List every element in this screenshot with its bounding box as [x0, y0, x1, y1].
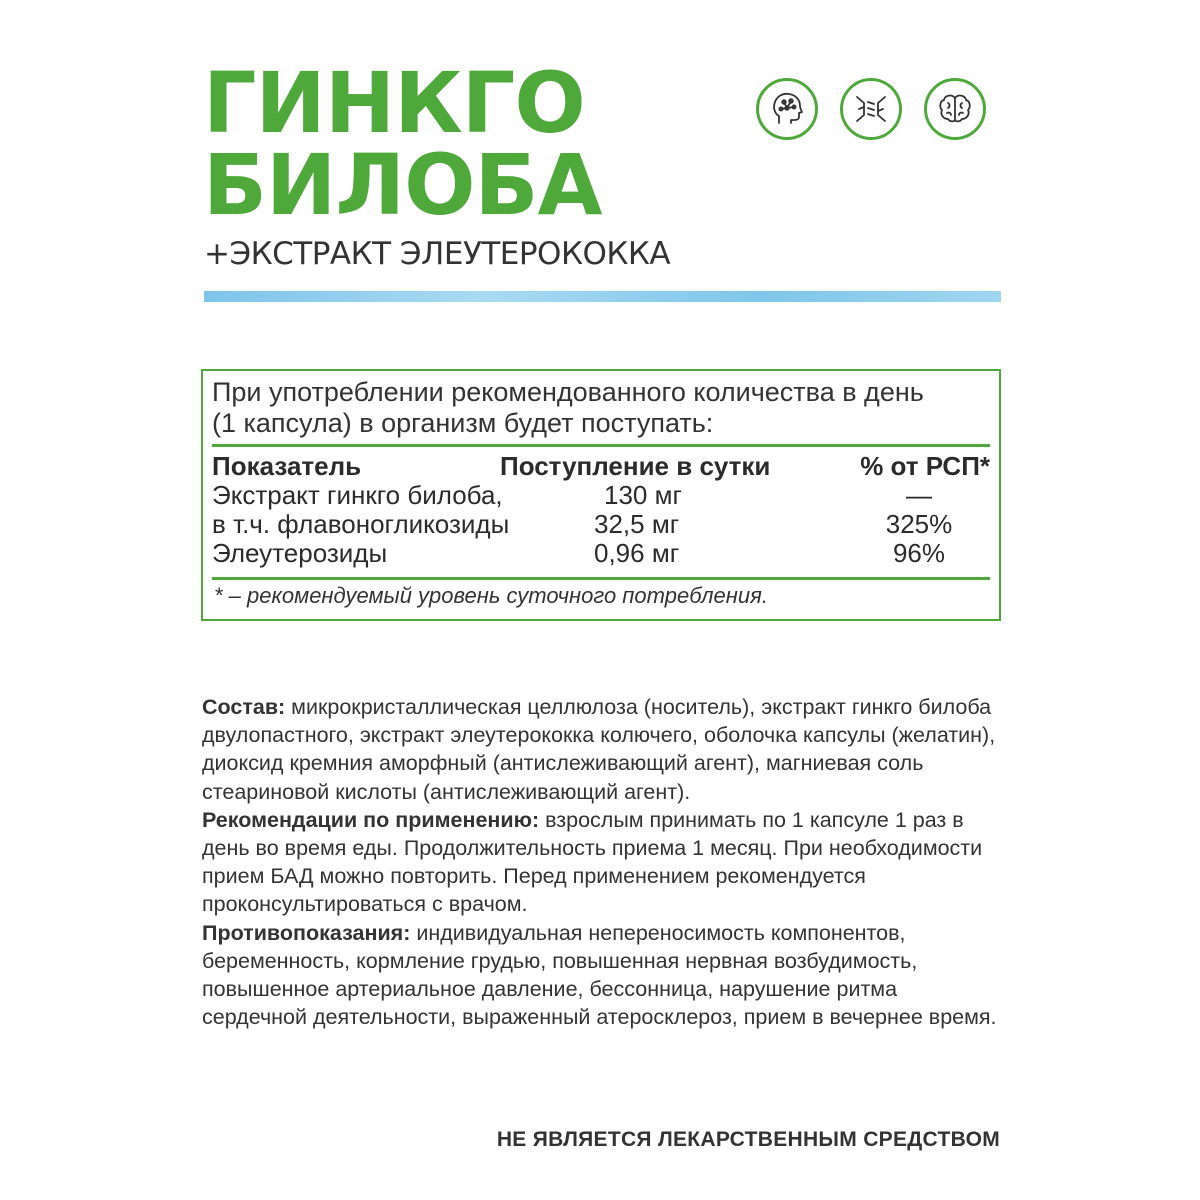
benefit-icons	[756, 78, 986, 140]
product-description	[202, 693, 1002, 1031]
row-amount: 0,96 мг	[594, 538, 680, 568]
row-percent: 325%	[885, 509, 953, 539]
row-percent: 96%	[892, 538, 946, 568]
brain-icon	[924, 78, 986, 140]
disclaimer: НЕ ЯВЛЯЕТСЯ ЛЕКАРСТВЕННЫМ СРЕДСТВОМ	[496, 1128, 1000, 1151]
contraindications-paragraph	[202, 919, 1002, 1032]
table-row	[212, 509, 990, 537]
table-header	[212, 451, 990, 479]
product-subtitle: +ЭКСТРАКТ ЭЛЕУТЕРОКОККА	[204, 236, 671, 272]
recommendations-paragraph	[202, 806, 1002, 919]
header-daily: Поступление в сутки	[500, 451, 771, 481]
intro-line-2: (1 капсула) в организм будет поступать:	[212, 408, 714, 438]
row-name: Элеутерозиды	[212, 538, 388, 568]
table-row	[212, 538, 990, 566]
recommendations-text: взрослым принимать по 1 капсуле 1 раз в день во время еды. Продолжительность приема 1 месяц. При необходимости прием БАД можно повторить. Перед применением рекомендуется проконсультироваться с врачом.	[202, 807, 983, 917]
row-percent: —	[906, 480, 932, 510]
contraindications-label: Противопоказания:	[202, 920, 411, 945]
title-line-2: БИЛОБА	[203, 136, 602, 234]
decorative-stripe	[204, 291, 1001, 302]
table-rule-bottom	[212, 577, 990, 580]
product-title	[203, 54, 602, 234]
composition-text: микрокристаллическая целлюлоза (носитель), экстракт гинкго билоба двулопастного, экстракт элеутерококка колючего, оболочка капсулы (желатин), диоксид кремния аморфный (антислеживающий агент), магниевая соль стеариновой кислоты (антислеживающий агент).	[202, 695, 996, 804]
contraindications-text: индивидуальная непереносимость компонентов, беременность, кормление грудью, повышенная нервная возбудимость, повышенное артериальное давление, бессонница, нарушение ритма сердечной деятельности, выраженный атеросклероз, прием в вечернее время.	[202, 920, 997, 1030]
row-amount: 130 мг	[604, 480, 682, 510]
composition-label: Состав:	[202, 695, 286, 719]
table-row	[212, 480, 990, 508]
header-indicator: Показатель	[212, 451, 362, 481]
row-amount: 32,5 мг	[594, 509, 680, 539]
header-rsp: % от РСП*	[860, 451, 990, 481]
recommendations-label: Рекомендации по применению:	[202, 807, 540, 832]
row-name: Экстракт гинкго билоба,	[212, 480, 503, 510]
composition-paragraph	[202, 693, 1002, 806]
row-name: в т.ч. флавоногликозиды	[212, 509, 510, 539]
head-brain-icon	[756, 78, 818, 140]
nutrition-table	[201, 369, 1001, 621]
title-line-1: ГИНКГО	[203, 54, 585, 152]
table-rule-top	[212, 444, 990, 447]
intro-line-1: При употреблении рекомендованного количества в день	[212, 377, 924, 407]
nutrition-intro	[212, 377, 992, 439]
vessels-icon	[840, 78, 902, 140]
table-footnote: * – рекомендуемый уровень суточного потребления.	[214, 583, 768, 608]
